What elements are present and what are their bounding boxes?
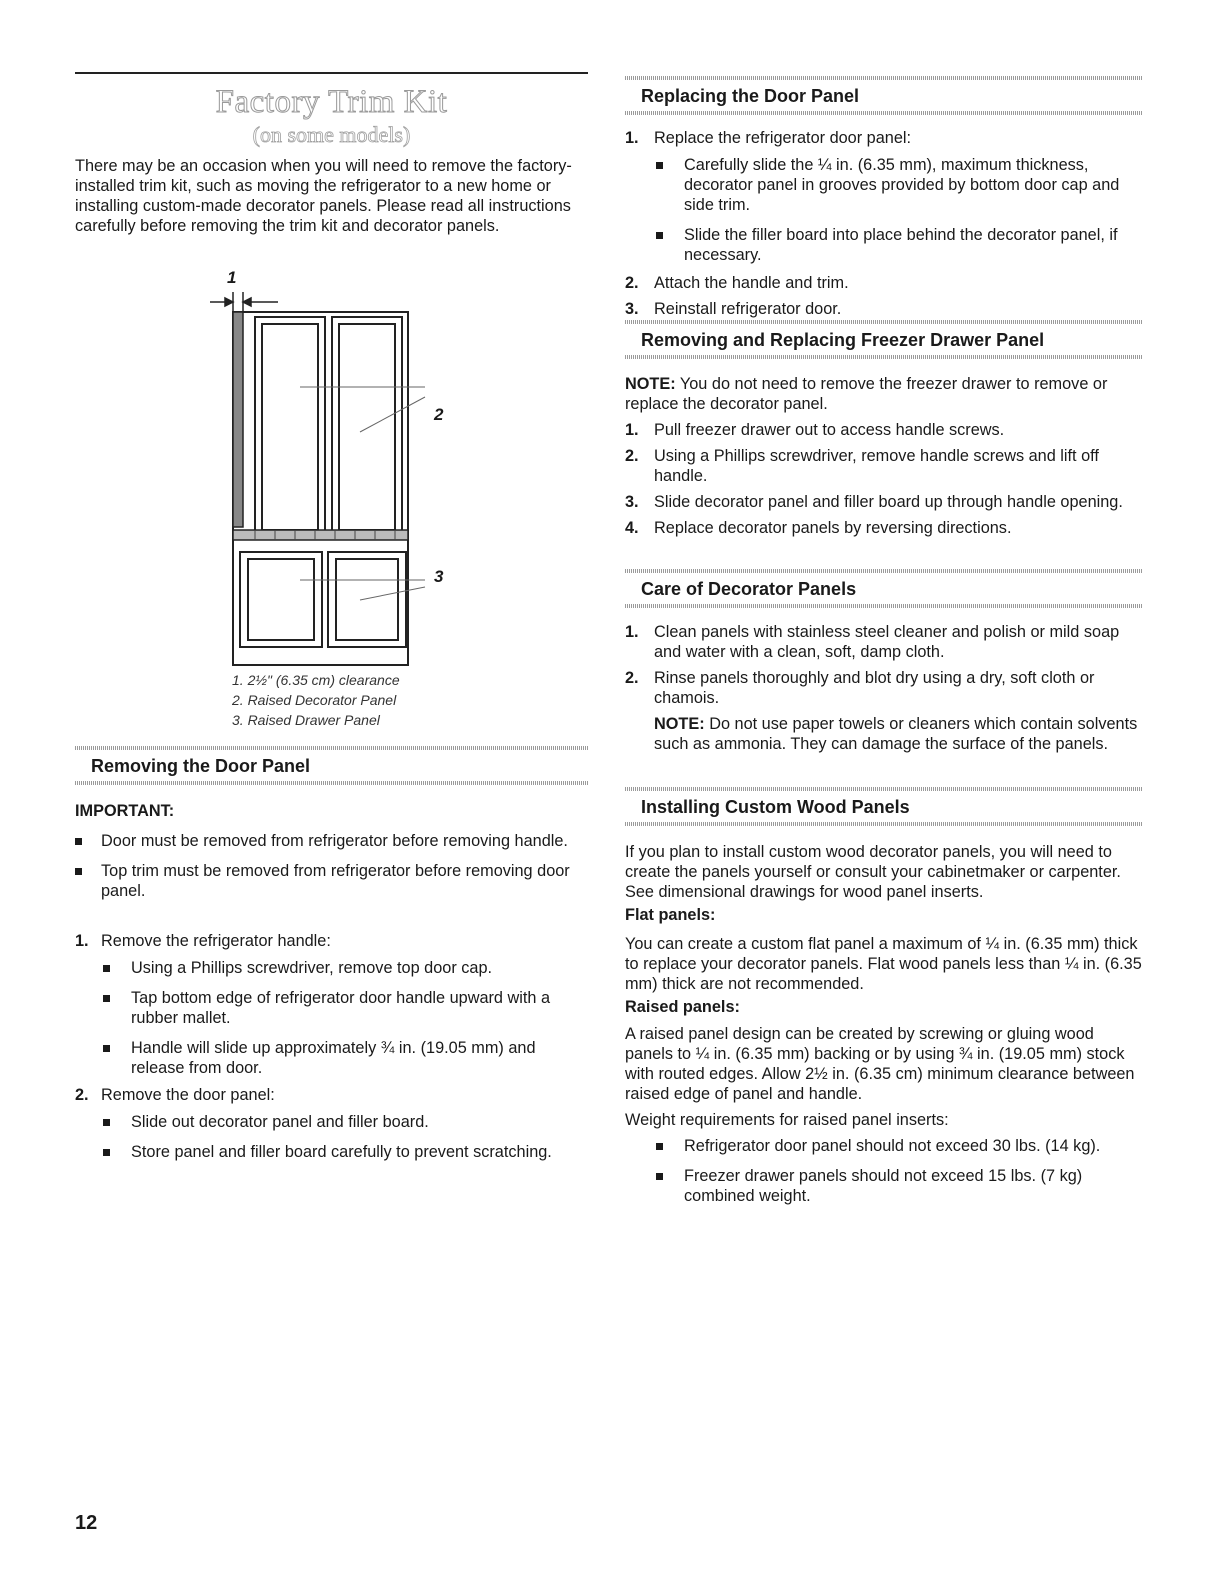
step-item: 1. Pull freezer drawer out to access handle screws.: [625, 421, 1005, 439]
list-item: Freezer drawer panels should not exceed 15 lbs. (7 kg) combined weight.: [625, 1166, 1150, 1206]
callout-3: 3: [434, 567, 444, 586]
list-item: Slide out decorator panel and filler board.: [75, 1112, 588, 1132]
custom-intro: If you plan to install custom wood decorator panels, you will need to create the panels yourself or consult your cabinetmaker or carpenter. See dimensional drawings for wood panel inserts.: [625, 843, 1121, 901]
raised-panels-label: Raised panels:: [625, 998, 740, 1016]
page-title: Factory Trim Kit: [215, 84, 448, 120]
list-item: Refrigerator door panel should not exceed 30 lbs. (14 kg).: [625, 1136, 1150, 1156]
step-item: 2. Remove the door panel:: [75, 1086, 275, 1104]
list-item: Door must be removed from refrigerator before removing handle.: [75, 831, 588, 851]
callout-2: 2: [434, 405, 444, 424]
list-item: Top trim must be removed from refrigerator before removing door panel.: [75, 861, 588, 901]
step-item: 1. Replace the refrigerator door panel:: [625, 129, 912, 147]
bullet-icon: [103, 1045, 110, 1052]
step-item: 3. Reinstall refrigerator door.: [625, 300, 842, 318]
section-replacing-door-panel: [625, 76, 1142, 115]
bullet-icon: [656, 232, 663, 239]
weight-list: [625, 1136, 1150, 1206]
hatch-rule: [625, 111, 1142, 115]
figure-caption-3: 3. Raised Drawer Panel: [232, 712, 380, 728]
list-item: Using a Phillips screwdriver, remove top door cap.: [75, 958, 588, 978]
list-item: Carefully slide the ¼ in. (6.35 mm), maximum thickness, decorator panel in grooves provided by bottom door cap and side trim.: [625, 155, 1142, 215]
bullet-icon: [103, 965, 110, 972]
raised-panels-text: A raised panel design can be created by screwing or gluing wood panels to ¼ in. (6.35 mm) backing or by using ¾ in. (19.05 mm) stock with routed edges. Allow 2½ in. (6.35 cm) minimum clearance between raised edge of panel and handle.: [625, 1025, 1135, 1103]
section-freezer-drawer-panel: [625, 320, 1142, 359]
callout-1: 1: [227, 268, 237, 287]
section-removing-door-panel: [75, 746, 588, 785]
remove-steps: [75, 931, 588, 1162]
trim-kit-diagram: [200, 262, 460, 672]
step-item: 4. Replace decorator panels by reversing directions.: [625, 519, 1012, 537]
bullet-icon: [75, 868, 82, 875]
hatch-rule: [75, 781, 588, 785]
bullet-icon: [103, 1149, 110, 1156]
hatch-rule: [625, 822, 1142, 826]
intro-paragraph: There may be an occasion when you will need to remove the factory-installed trim kit, such as moving the refrigerator to a new home or installing custom-made decorator panels. Please read all instructions carefully before removing the trim kit and decorator panels.: [75, 157, 572, 235]
bullet-icon: [656, 162, 663, 169]
figure-caption-1: 1. 2½" (6.35 cm) clearance: [232, 672, 400, 688]
list-item: Tap bottom edge of refrigerator door handle upward with a rubber mallet.: [75, 988, 588, 1028]
step-item: 3. Slide decorator panel and filler board up through handle opening.: [625, 493, 1123, 511]
step-item: 1. Remove the refrigerator handle:: [75, 932, 331, 950]
figure-caption-2: 2. Raised Decorator Panel: [232, 692, 397, 708]
bullet-icon: [656, 1173, 663, 1180]
care-steps: [625, 622, 1142, 754]
step-item: 2. Using a Phillips screwdriver, remove handle screws and lift off handle.: [625, 447, 1099, 485]
freezer-steps: [625, 420, 1142, 538]
list-item: Slide the filler board into place behind the decorator panel, if necessary.: [625, 225, 1142, 265]
hatch-rule: [625, 355, 1142, 359]
section-care-decorator-panels: [625, 569, 1142, 608]
section-heading: Replacing the Door Panel: [641, 86, 860, 106]
step-item: 2. Attach the handle and trim.: [625, 274, 849, 292]
replace-steps: [625, 128, 1142, 319]
care-note: NOTE: Do not use paper towels or cleaners which contain solvents such as ammonia. They can damage the surface of the panels.: [654, 715, 1138, 753]
freezer-note: NOTE: You do not need to remove the freezer drawer to remove or replace the decorator panel.: [625, 375, 1108, 413]
hatch-rule: [625, 604, 1142, 608]
section-heading: Removing the Door Panel: [91, 756, 311, 776]
section-installing-custom-wood-panels: [625, 787, 1142, 826]
bullet-icon: [75, 838, 82, 845]
step-item: 1. Clean panels with stainless steel cleaner and polish or mild soap and water with a clean, soft, damp cloth.: [625, 623, 1120, 661]
bullet-icon: [103, 1119, 110, 1126]
section-heading: Removing and Replacing Freezer Drawer Panel: [641, 330, 1045, 350]
list-item: Store panel and filler board carefully to prevent scratching.: [75, 1142, 588, 1162]
bullet-icon: [656, 1143, 663, 1150]
page-subtitle: (on some models): [252, 122, 411, 147]
page-number: 12: [75, 1512, 98, 1534]
top-rule: [75, 72, 588, 74]
section-heading: Care of Decorator Panels: [641, 579, 857, 599]
bullet-icon: [103, 995, 110, 1002]
important-label: IMPORTANT:: [75, 802, 175, 820]
flat-panels-text: You can create a custom flat panel a maximum of ¼ in. (6.35 mm) thick to replace your decorator panels. Flat wood panels less than ¼ in. (6.35 mm) thick are not recommended.: [625, 935, 1142, 993]
flat-panels-label: Flat panels:: [625, 906, 716, 924]
step-item: 2. Rinse panels thoroughly and blot dry using a dry, soft cloth or chamois.: [625, 669, 1095, 707]
important-list: [75, 831, 588, 901]
section-heading: Installing Custom Wood Panels: [641, 797, 910, 817]
list-item: Handle will slide up approximately ¾ in. (19.05 mm) and release from door.: [75, 1038, 588, 1078]
weight-intro: Weight requirements for raised panel inserts:: [625, 1111, 949, 1129]
